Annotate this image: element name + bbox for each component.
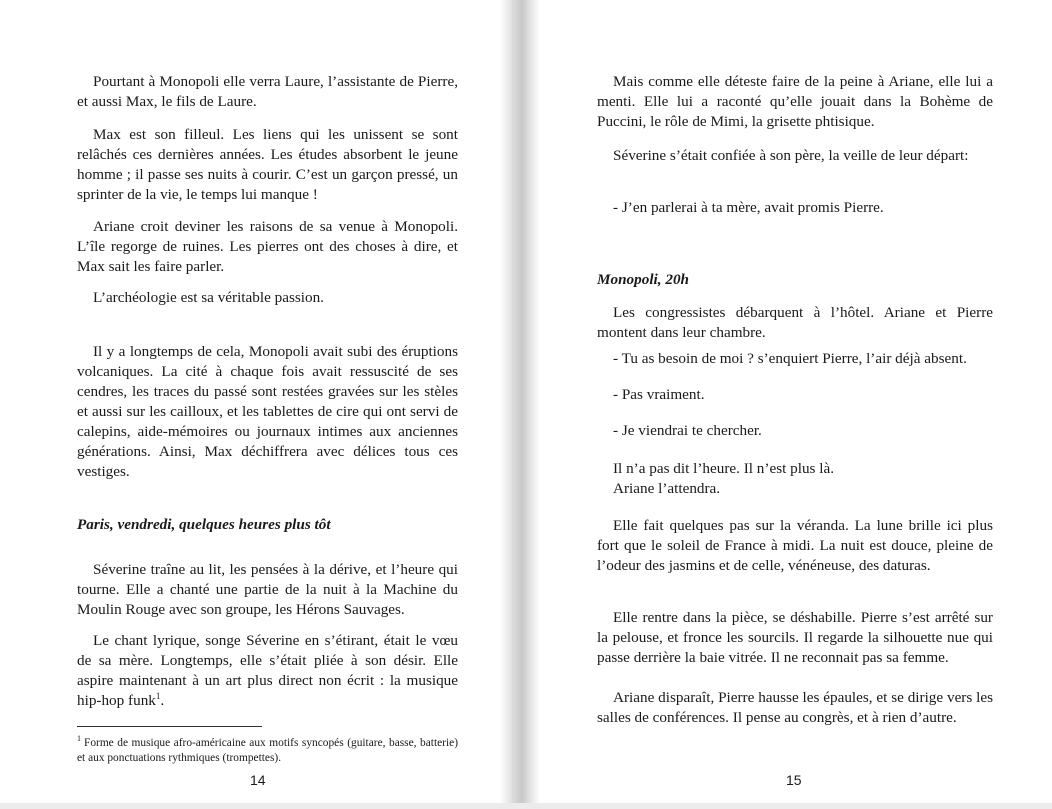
- paragraph-end: .: [160, 692, 165, 709]
- paragraph: Ariane croit deviner les raisons de sa venue à Monopoli. L’île regorge de ruines. Les pierres ont des choses à dire, et Max sait les faire parler.: [77, 218, 458, 275]
- dialogue-line: - Tu as besoin de moi ? s’enquiert Pierre, l’air déjà absent.: [613, 350, 967, 367]
- paragraph: Pourtant à Monopoli elle verra Laure, l’assistante de Pierre, et aussi Max, le fils de Laure.: [77, 73, 458, 110]
- paragraph-text: Le chant lyrique, songe Séverine en s’étirant, était le vœu de sa mère. Longtemps, elle s’était pliée à son désir. Elle aspire maintenant à un art plus direct non écrit : la musique hip-hop funk: [77, 632, 458, 709]
- paragraph: Séverine s’était confiée à son père, la veille de leur départ:: [613, 147, 969, 164]
- paragraph: Elle rentre dans la pièce, se déshabille. Pierre s’est arrêté sur la pelouse, et fronce les sourcils. Il regarde la silhouette nue qui passe derrière la baie vitrée. Il ne reconnait pas sa femme.: [597, 609, 993, 666]
- paragraph: Mais comme elle déteste faire de la peine à Ariane, elle lui a menti. Elle lui a raconté qu’elle jouait dans la Bohème de Puccini, le rôle de Mimi, la grisette phtisique.: [597, 73, 993, 130]
- footnote-divider: [77, 726, 262, 727]
- dialogue-line: - Je viendrai te chercher.: [613, 422, 762, 439]
- page-number-left: 14: [250, 772, 266, 788]
- paragraph: Elle fait quelques pas sur la véranda. La lune brille ici plus fort que le soleil de France à midi. La nuit est douce, pleine de l’odeur des jasmins et de celle, vénéneuse, des daturas.: [597, 517, 993, 574]
- paragraph: [77, 631, 458, 711]
- paragraph: - J’en parlerai à ta mère, avait promis Pierre.: [613, 199, 884, 216]
- page-bottom-edge: [0, 803, 1052, 809]
- paragraph: Séverine traîne au lit, les pensées à la dérive, et l’heure qui tourne. Elle a chanté une partie de la nuit à la Machine du Moulin Rouge avec son groupe, les Hérons Sauvages.: [77, 561, 458, 618]
- section-heading: Monopoli, 20h: [597, 271, 689, 288]
- paragraph-line: Il n’a pas dit l’heure. Il n’est plus là.: [613, 460, 834, 477]
- paragraph: L’archéologie est sa véritable passion.: [93, 289, 324, 306]
- footnote-reference[interactable]: 1: [155, 690, 161, 701]
- paragraph: Les congressistes débarquent à l’hôtel. Ariane et Pierre montent dans leur chambre.: [597, 304, 993, 341]
- page-number-right: 15: [786, 772, 802, 788]
- paragraph-line: Ariane l’attendra.: [613, 480, 721, 497]
- paragraph: Max est son filleul. Les liens qui les unissent se sont relâchés ces dernières années. Les études absorbent le jeune homme ; il passe ses nuits à courir. C’est un garçon pressé, un sprinter de la vie, le temps lui manque !: [77, 126, 458, 203]
- book-gutter: [500, 0, 540, 809]
- paragraph: Ariane disparaît, Pierre hausse les épaules, et se dirige vers les salles de conférences. Il pense au congrès, et à rien d’autre.: [597, 689, 993, 726]
- paragraph: Il y a longtemps de cela, Monopoli avait subi des éruptions volcaniques. La cité à chaque fois avait ressuscité de ses cendres, les traces du passé sont restées gravées sur les stèles et aussi sur les cailloux, et les tablettes de cire qui ont servi de calepins, aide-mémoires ou journaux intimes aux anciennes générations. Ainsi, Max déchiffrera avec délices tous ces vestiges.: [77, 343, 458, 480]
- footnote: [77, 736, 458, 766]
- footnote-text: Forme de musique afro-américaine aux motifs syncopés (guitare, basse, batterie) et aux ponctuations rythmiques (trompettes).: [77, 737, 458, 764]
- dialogue-line: - Pas vraiment.: [613, 386, 705, 403]
- section-heading: Paris, vendredi, quelques heures plus tôt: [77, 516, 331, 533]
- footnote-mark: 1: [77, 734, 81, 744]
